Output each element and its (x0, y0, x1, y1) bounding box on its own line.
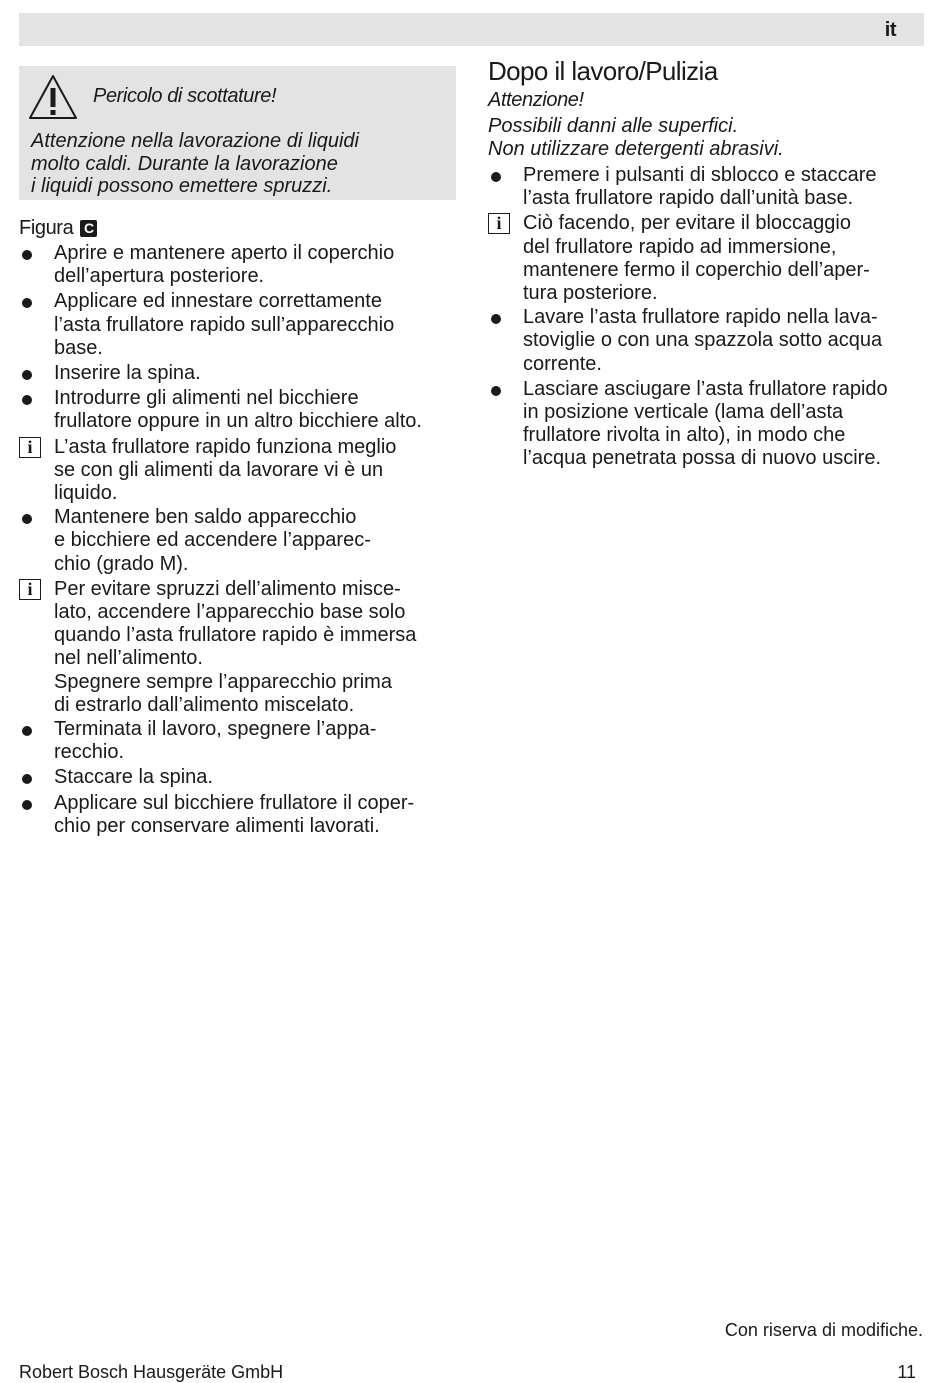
list-item (488, 378, 928, 471)
language-tag: it (884, 19, 896, 41)
bullet-dot-icon (491, 172, 501, 182)
bullet-dot-icon (491, 386, 501, 396)
list-item (19, 506, 459, 576)
bullet-dot-icon (22, 250, 32, 260)
item-line: tura posteriore. (523, 282, 658, 305)
item-line: chio per conservare alimenti lavorati. (54, 814, 380, 837)
item-line: l’asta frullatore rapido dall’unità base. (523, 187, 854, 210)
warning-line: molto caldi. Durante la lavorazione (31, 152, 338, 175)
warning-title: Pericolo di scottature! (93, 85, 277, 107)
surface-warning-line: Non utilizzare detergenti abrasivi. (488, 138, 784, 160)
warning-line: Attenzione nella lavorazione di liquidi (31, 130, 359, 152)
item-line: e bicchiere ed accendere l’apparec- (54, 529, 371, 552)
figure-heading (19, 217, 97, 240)
bullet-dot-icon (22, 370, 32, 380)
footer-company: Robert Bosch Hausgeräte GmbH (19, 1362, 284, 1382)
item-line: l’asta frullatore rapido sull’apparecchio (54, 313, 395, 336)
item-line: del frullatore rapido ad immersione, (523, 235, 837, 258)
attention-label: Attenzione! (488, 89, 584, 111)
item-line: recchio. (54, 741, 125, 764)
list-item (19, 792, 459, 838)
list-item (488, 164, 928, 210)
footer-note: Con riserva di modifiche. (724, 1320, 923, 1340)
info-icon: i (19, 579, 41, 600)
item-line: quando l’asta frullatore rapido è immersa (54, 624, 417, 647)
item-line: Mantenere ben saldo apparecchio (54, 506, 357, 529)
info-note (488, 212, 928, 305)
surface-warning-line: Possibili danni alle superfici. (488, 115, 739, 137)
item-line: liquido. (54, 482, 118, 505)
warning-box (19, 66, 456, 200)
list-item (19, 766, 459, 789)
item-line: nel nell’alimento. (54, 647, 203, 670)
item-line: chio (grado M). (54, 552, 189, 575)
warning-line: i liquidi possono emettere spruzzi. (31, 175, 333, 197)
info-note (19, 578, 459, 717)
list-item (488, 306, 928, 376)
left-instruction-list (19, 242, 459, 840)
figure-label: Figura (19, 217, 74, 239)
bullet-dot-icon (22, 395, 32, 405)
item-line: di estrarlo dall’alimento miscelato. (54, 693, 355, 716)
item-line: frullatore oppure in un altro bicchiere alto. (54, 410, 422, 433)
item-line: Premere i pulsanti di sblocco e staccare (523, 164, 877, 186)
item-line: Applicare ed innestare correttamente (54, 290, 382, 313)
section-title: Dopo il lavoro/Pulizia (488, 56, 718, 86)
warning-text (31, 130, 451, 198)
item-line: Lasciare asciugare l’asta frullatore rapido (523, 377, 888, 400)
item-line: Spegnere sempre l’apparecchio prima (54, 670, 392, 693)
bullet-dot-icon (22, 800, 32, 810)
info-note (19, 436, 459, 506)
list-item (19, 362, 459, 385)
item-line: Lavare l’asta frullatore rapido nella lava- (523, 306, 878, 329)
item-line: L’asta frullatore rapido funziona meglio (54, 435, 397, 458)
item-line: stoviglie o con una spazzola sotto acqua (523, 329, 883, 352)
list-item (19, 290, 459, 360)
item-line: Per evitare spruzzi dell’alimento misce- (54, 577, 401, 600)
header-bar (19, 13, 924, 46)
item-line: corrente. (523, 352, 602, 375)
bullet-dot-icon (22, 726, 32, 736)
item-line: Aprire e mantenere aperto il coperchio (54, 242, 395, 264)
item-line: mantenere fermo il coperchio dell’aper- (523, 258, 870, 281)
item-line: frullatore rivolta in alto), in modo che (523, 424, 846, 447)
item-line: in posizione verticale (lama dell’asta (523, 401, 844, 424)
list-item (19, 242, 459, 288)
figure-letter-badge: C (80, 220, 97, 237)
surface-warning (488, 115, 924, 161)
item-line: dell’apertura posteriore. (54, 265, 265, 288)
page-number: 11 (897, 1362, 916, 1382)
item-line: Inserire la spina. (54, 362, 201, 385)
bullet-dot-icon (491, 314, 501, 324)
item-line: Applicare sul bicchiere frullatore il coper- (54, 791, 415, 814)
info-icon: i (488, 213, 510, 234)
item-line: l’acqua penetrata possa di nuovo uscire. (523, 447, 882, 470)
item-line: Introdurre gli alimenti nel bicchiere (54, 387, 359, 410)
item-line: Ciò facendo, per evitare il bloccaggio (523, 212, 851, 235)
list-item (19, 387, 459, 433)
item-line: Terminata il lavoro, spegnere l’appa- (54, 718, 377, 741)
warning-triangle-icon (27, 73, 79, 121)
list-item (19, 718, 459, 764)
item-line: base. (54, 336, 103, 359)
item-line: lato, accendere l’apparecchio base solo (54, 601, 406, 624)
item-line: Staccare la spina. (54, 766, 213, 789)
bullet-dot-icon (22, 774, 32, 784)
right-instruction-list (488, 164, 928, 473)
info-icon: i (19, 437, 41, 458)
item-line: se con gli alimenti da lavorare vi è un (54, 458, 384, 481)
bullet-dot-icon (22, 298, 32, 308)
bullet-dot-icon (22, 514, 32, 524)
